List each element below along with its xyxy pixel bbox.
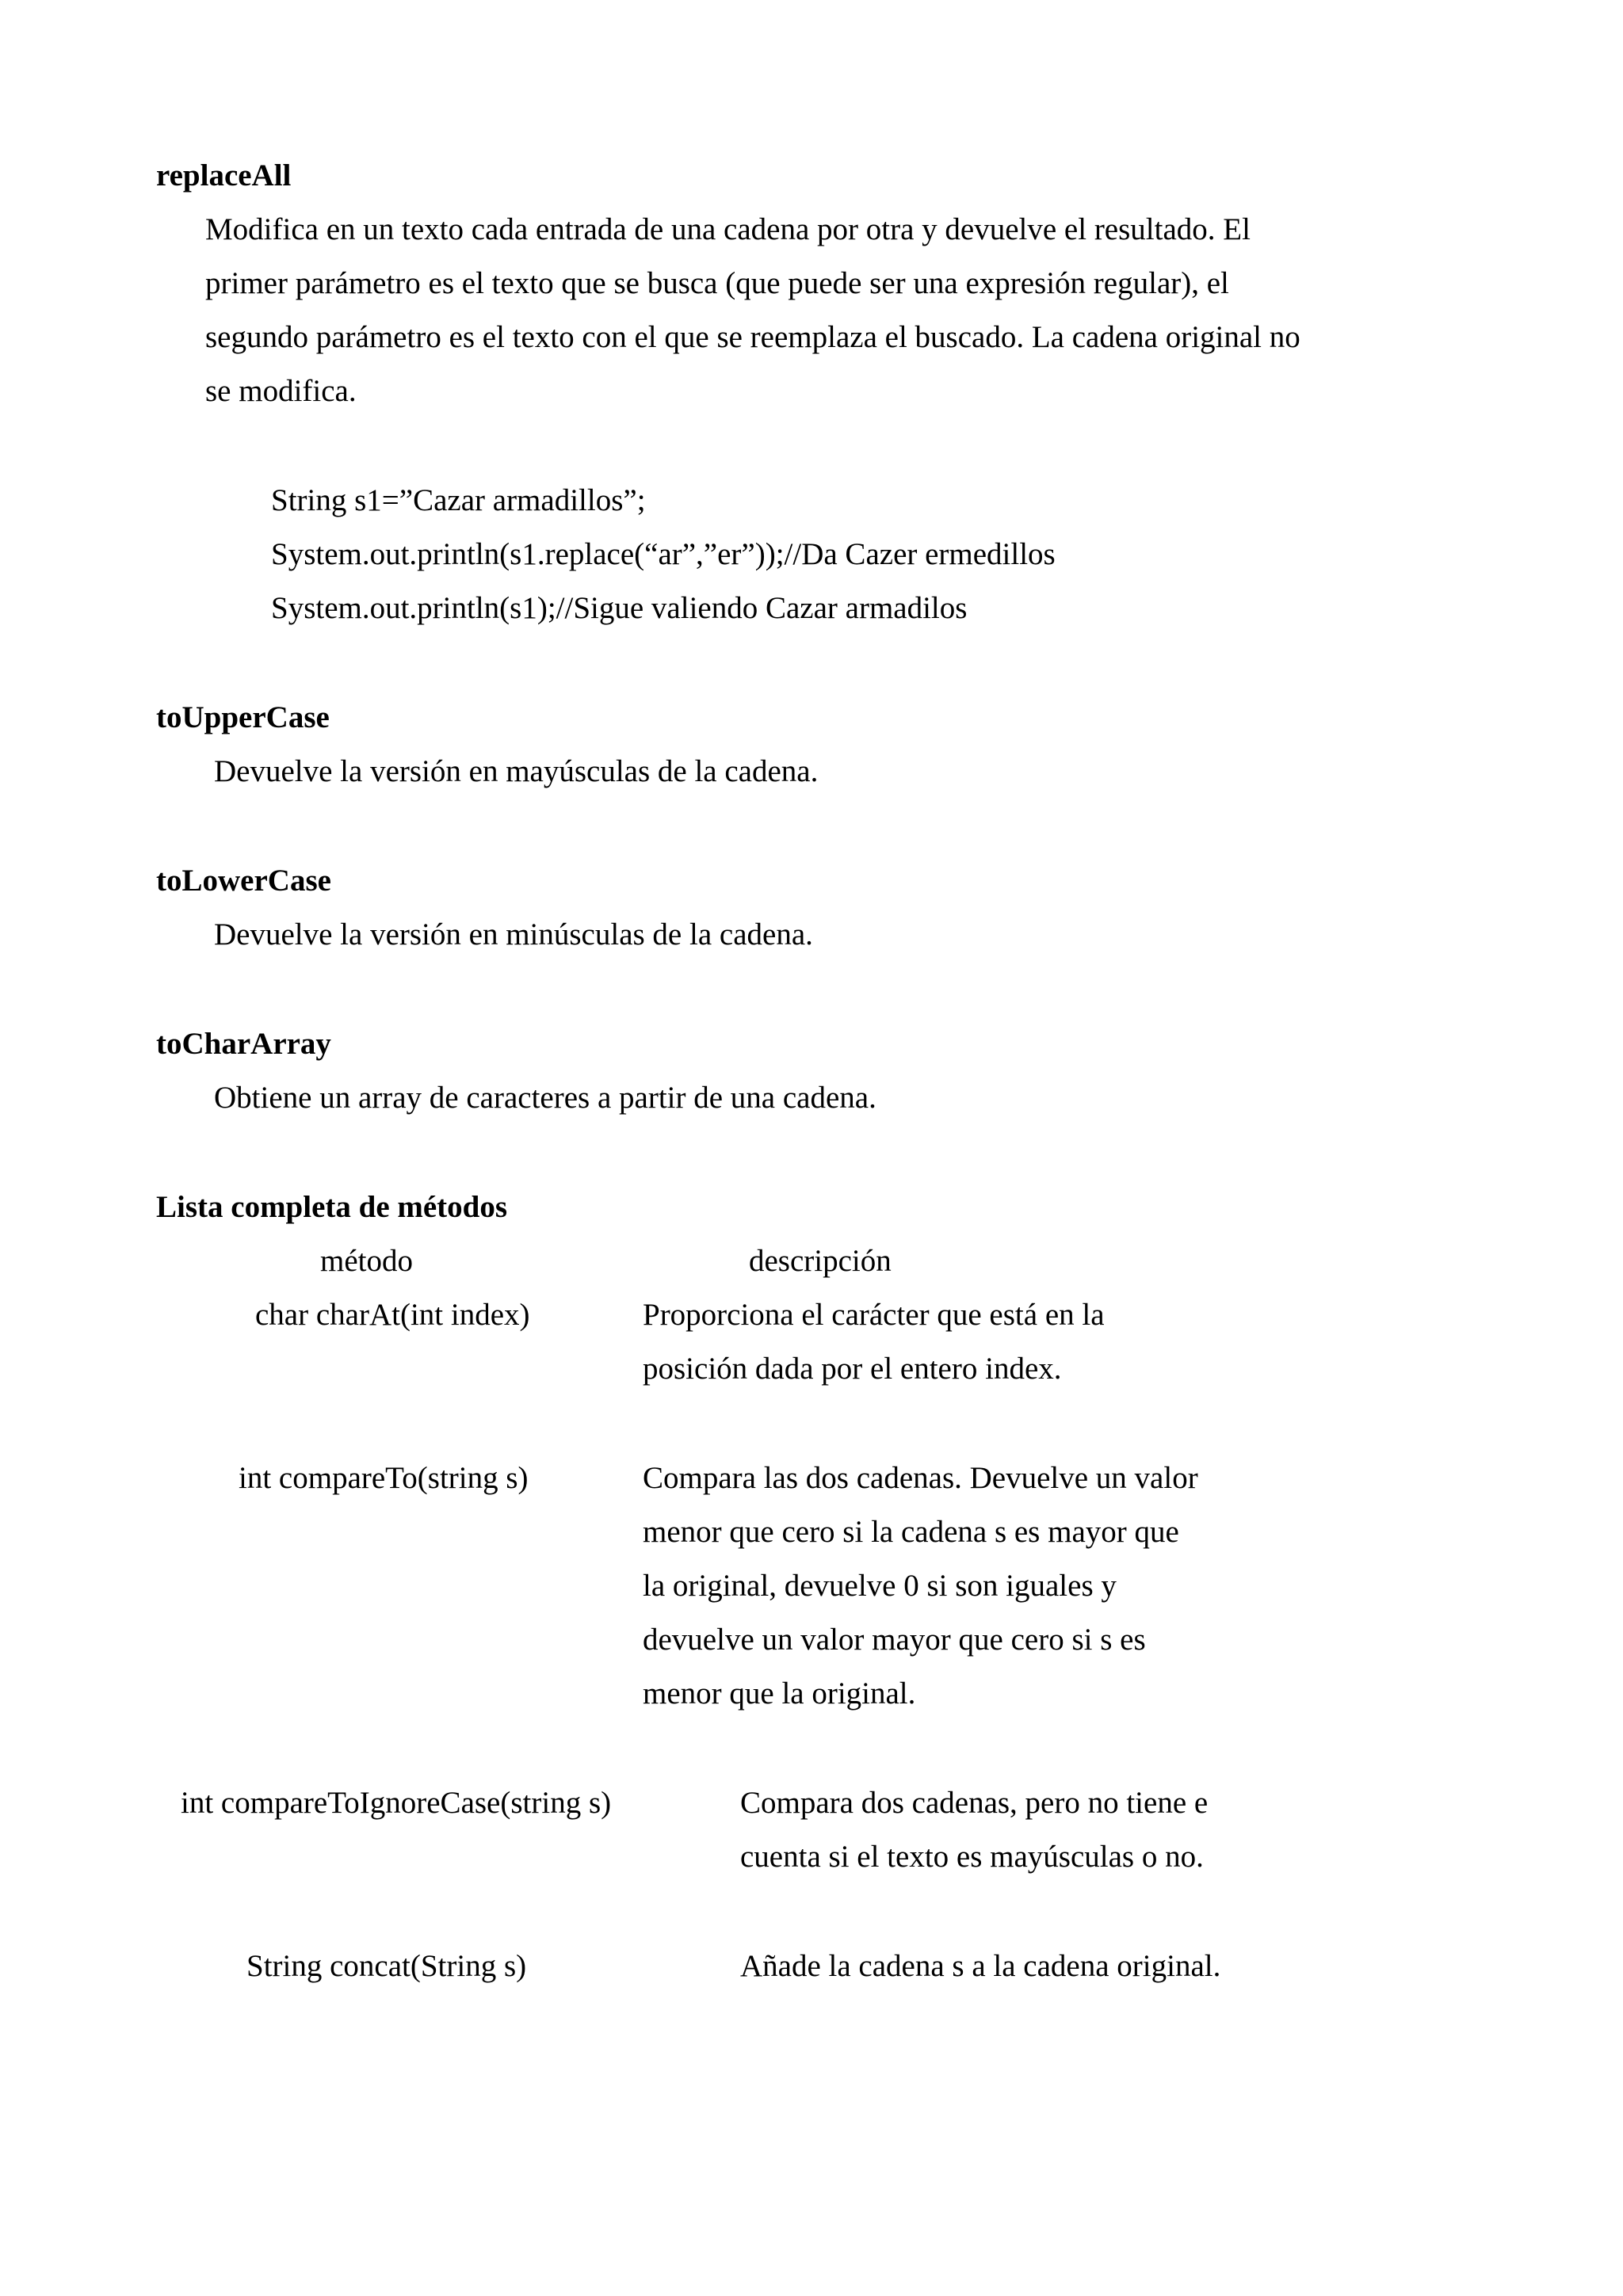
tolowercase-description: Devuelve la versión en minúsculas de la cadena. <box>214 917 813 952</box>
method-description-line: devuelve un valor mayor que cero si s es <box>643 1623 1146 1657</box>
heading-method-list: Lista completa de métodos <box>156 1190 508 1224</box>
code-line: System.out.println(s1);//Sigue valiendo Cazar armadilos <box>271 591 968 625</box>
method-description-line: Compara dos cadenas, pero no tiene e <box>740 1786 1209 1820</box>
method-description-line: Añade la cadena s a la cadena original. <box>740 1949 1221 1983</box>
method-description-line: posición dada por el entero index. <box>643 1352 1062 1386</box>
touppercase-description: Devuelve la versión en mayúsculas de la cadena. <box>214 754 819 788</box>
method-signature: String concat(String s) <box>246 1949 527 1983</box>
method-description-line: Compara las dos cadenas. Devuelve un valor <box>643 1461 1198 1495</box>
column-header-method: método <box>320 1244 413 1278</box>
heading-tolowercase: toLowerCase <box>156 864 331 898</box>
method-signature: int compareTo(string s) <box>239 1461 529 1495</box>
method-description-line: Proporciona el carácter que está en la <box>643 1298 1105 1332</box>
method-signature: int compareToIgnoreCase(string s) <box>181 1786 612 1820</box>
column-header-description: descripción <box>749 1244 892 1278</box>
code-line: String s1=”Cazar armadillos”; <box>271 483 646 517</box>
method-description-line: cuenta si el texto es mayúsculas o no. <box>740 1840 1204 1874</box>
heading-touppercase: toUpperCase <box>156 700 330 734</box>
heading-tochararray: toCharArray <box>156 1027 331 1061</box>
method-description-line: menor que cero si la cadena s es mayor que <box>643 1515 1179 1549</box>
heading-replaceall: replaceAll <box>156 158 292 193</box>
replaceall-description-line: Modifica en un texto cada entrada de una cadena por otra y devuelve el resultado. El <box>205 212 1251 246</box>
tochararray-description: Obtiene un array de caracteres a partir de una cadena. <box>214 1081 876 1115</box>
replaceall-description-line: se modifica. <box>205 374 357 408</box>
method-description-line: menor que la original. <box>643 1676 916 1711</box>
method-signature: char charAt(int index) <box>255 1298 530 1332</box>
method-description-line: la original, devuelve 0 si son iguales y <box>643 1569 1117 1603</box>
replaceall-description-line: segundo parámetro es el texto con el que se reemplaza el buscado. La cadena original no <box>205 320 1300 354</box>
replaceall-description-line: primer parámetro es el texto que se busca (que puede ser una expresión regular), el <box>205 266 1229 300</box>
code-line: System.out.println(s1.replace(“ar”,”er”));//Da Cazer ermedillos <box>271 537 1056 571</box>
